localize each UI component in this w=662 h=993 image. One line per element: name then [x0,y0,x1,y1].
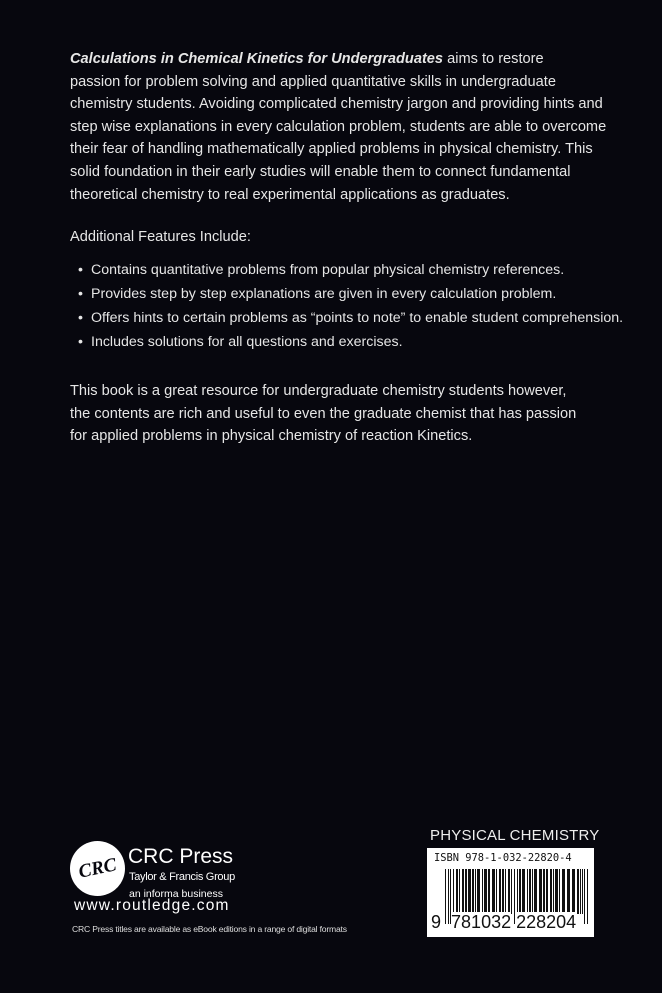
feature-item [78,307,623,331]
barcode-bar [572,869,575,914]
barcode-bar [468,869,471,914]
closing-line: for applied problems in physical chemistry of reaction Kinetics. [70,428,473,445]
barcode-bar [553,869,554,914]
description-line: chemistry students. Avoiding complicated chemistry jargon and providing hints and [70,96,603,113]
closing-paragraph [70,380,576,448]
publisher-group: Taylor & Francis Group [129,871,235,883]
barcode-bar [465,869,467,914]
barcode [427,848,594,937]
crc-logo-icon: CRC [65,836,130,901]
barcode-bar [587,869,588,924]
barcode-bar [584,869,585,924]
bullet-icon: • [78,262,83,278]
barcode-bar [511,869,512,914]
barcode-bar [567,869,570,914]
description-paragraph [70,48,606,206]
barcode-bar [499,869,501,914]
barcode-bar [453,869,454,914]
barcode-bar [539,869,542,914]
book-title: Calculations in Chemical Kinetics for Undergraduates [70,51,444,67]
barcode-bar [562,869,565,914]
feature-item [78,259,623,283]
barcode-bar [546,869,548,914]
subject-category: PHYSICAL CHEMISTRY [430,827,600,844]
barcode-bar [580,869,581,914]
barcode-bar [502,869,504,914]
features-heading: Additional Features Include: [70,229,251,245]
barcode-bar [508,869,510,914]
publisher-informa: an informa business [129,888,223,900]
description-line: their fear of handling mathematically applied problems in physical chemistry. This [70,141,593,158]
barcode-bar [555,869,558,914]
barcode-bar [582,869,583,914]
barcode-bar [459,869,460,914]
barcode-bar [550,869,552,914]
barcode-bar [519,869,521,914]
ean-left: 781032 [451,912,512,932]
barcode-bar [462,869,464,914]
closing-line: This book is a great resource for undergraduate chemistry students however, [70,383,567,399]
feature-text: Contains quantitative problems from popular physical chemistry references. [91,262,565,278]
barcode-bar [475,869,476,914]
isbn-text: ISBN 978-1-032-22820-4 [434,852,572,864]
description-line: passion for problem solving and applied quantitative skills in undergraduate [70,73,556,90]
feature-item [78,331,623,355]
barcode-bar [484,869,487,914]
barcode-bar [456,869,458,914]
ebook-note: CRC Press titles are available as eBook editions in a range of digital formats [72,924,347,934]
bullet-icon: • [78,334,83,350]
barcode-bar [577,869,579,914]
description-line: step wise explanations in every calculation problem, students are able to overcome [70,118,607,135]
feature-text: Provides step by step explanations are given in every calculation problem. [91,286,557,302]
barcode-bar [522,869,525,914]
barcode-bar [543,869,545,914]
barcode-bar [488,869,490,914]
barcode-bar [472,869,474,914]
barcode-bar [496,869,497,914]
barcode-bar [529,869,531,914]
ean-first: 9 [431,912,442,932]
barcode-bar [534,869,537,914]
ean-number [431,912,576,933]
barcode-bar [482,869,483,914]
closing-line: the contents are rich and useful to even the graduate chemist that has passion [70,405,577,422]
feature-text: Includes solutions for all questions and exercises. [91,334,403,350]
description-text: aims to restore [443,51,544,67]
bullet-icon: • [78,286,83,302]
description-line: solid foundation in their early studies will enable them to connect fundamental [70,163,571,180]
barcode-bar [559,869,560,914]
barcode-bar [505,869,506,914]
publisher-name: CRC Press [128,845,234,868]
feature-text: Offers hints to certain problems as “points to note” to enable student comprehension. [91,310,624,326]
barcode-bar [492,869,495,914]
features-list [78,259,623,355]
description-line [70,48,606,71]
barcode-bar [527,869,528,914]
bullet-icon: • [78,310,83,326]
ean-right: 228204 [516,912,577,932]
barcode-bar [532,869,533,914]
description-line: theoretical chemistry to real experimental applications as graduates. [70,186,510,203]
publisher-website: www.routledge.com [74,897,230,914]
barcode-bar [477,869,480,914]
feature-item [78,283,623,307]
